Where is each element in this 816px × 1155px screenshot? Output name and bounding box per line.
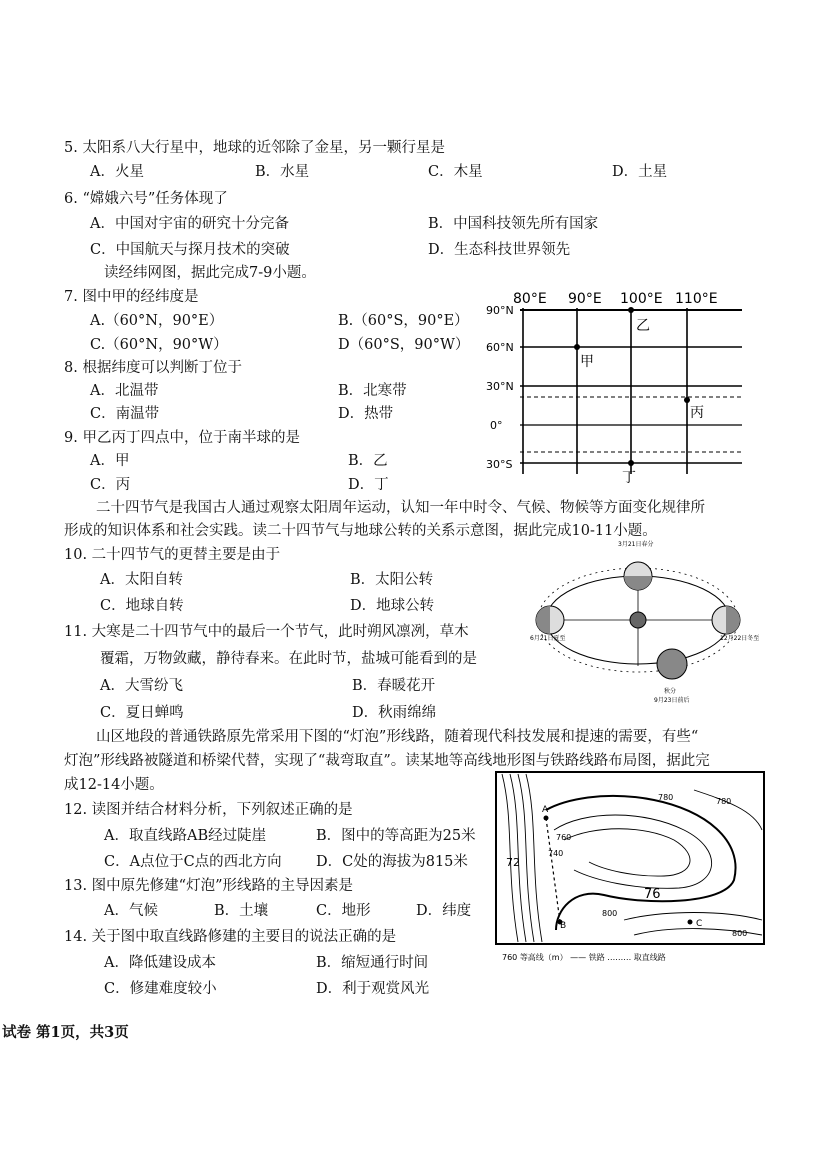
q9-option-b[interactable]: B．乙 (348, 453, 388, 469)
lat-label-0: 0° (490, 419, 503, 432)
solar-terms-orbit-figure (530, 536, 770, 711)
contour-railway-figure (494, 770, 770, 966)
q11-option-b[interactable]: B．春暖花开 (352, 678, 436, 694)
contour-line (518, 774, 534, 942)
q8-option-c[interactable]: C．南温带 (90, 406, 160, 422)
contour-label: 760 (556, 833, 572, 842)
contour-line (624, 913, 762, 921)
q5-option-a[interactable]: A．火星 (90, 164, 144, 180)
orbit-label-summer-solstice: 6月21日夏至 (530, 635, 566, 642)
earth-night-side (536, 606, 550, 634)
q7-option-c[interactable]: C.（60°N，90°W） (90, 337, 228, 353)
point-yi-label: 乙 (636, 318, 650, 334)
q9-option-c[interactable]: C．丙 (90, 477, 131, 493)
q12-option-b[interactable]: B．图中的等高距为25米 (316, 828, 476, 844)
point-b-label: B (560, 921, 567, 931)
orbit-label-winter-solstice: 12月22日冬至 (720, 635, 760, 642)
q13-option-b[interactable]: B．土壤 (214, 903, 269, 919)
orbit-label-spring-equinox: 3月21日春分 (618, 541, 654, 548)
q5-option-c[interactable]: C．木星 (428, 164, 483, 180)
contour-line (526, 774, 542, 942)
intro-10-11-line1: 二十四节气是我国古人通过观察太阳周年运动，认知一年中时令、气候、物候等方面变化规律所 (96, 500, 705, 516)
contour-label: 800 (602, 909, 618, 918)
point-jia-label: 甲 (580, 354, 594, 370)
q11-option-d[interactable]: D．秋雨绵绵 (352, 705, 437, 721)
point-ding (628, 460, 634, 466)
q5-option-b[interactable]: B．水星 (255, 164, 310, 180)
q13-stem: 13. 图中原先修建“灯泡”形线路的主导因素是 (64, 878, 353, 894)
point-yi (628, 307, 634, 313)
lon-label-80e: 80°E (513, 291, 547, 307)
latlon-grid-figure (480, 284, 750, 484)
q6-stem: 6. “嫦娥六号”任务体现了 (64, 191, 228, 207)
q7-option-a[interactable]: A.（60°N，90°E） (90, 313, 224, 329)
lat-label-90n: 90°N (486, 304, 514, 317)
q12-option-d[interactable]: D．C处的海拔为815米 (316, 854, 468, 870)
orbit-label-autumn-date: 9月23日前后 (654, 697, 690, 704)
q11-stem-line2: 覆霜，万物敛藏，静待春来。在此时节，盐城可能看到的是 (100, 651, 477, 667)
intro-10-11-line2: 形成的知识体系和社会实践。读二十四节气与地球公转的关系示意图，据此完成10-11小题。 (64, 523, 657, 539)
q11-option-c[interactable]: C．夏日蝉鸣 (100, 705, 184, 721)
intro-12-14-line3: 成12-14小题。 (64, 777, 164, 793)
q6-option-d[interactable]: D．生态科技世界领先 (428, 242, 571, 258)
contour-label: 76 (644, 887, 661, 902)
q10-stem: 10. 二十四节气的更替主要是由于 (64, 547, 281, 563)
sun-icon (630, 612, 646, 628)
q12-option-c[interactable]: C．A点位于C点的西北方向 (104, 854, 282, 870)
contour-label: 780 (658, 793, 674, 802)
q14-option-c[interactable]: C．修建难度较小 (104, 981, 217, 997)
point-c-label: C (696, 919, 703, 929)
contour-label: 800 (732, 929, 748, 938)
q6-option-c[interactable]: C．中国航天与探月技术的突破 (90, 242, 290, 258)
lon-label-90e: 90°E (568, 291, 602, 307)
q10-option-b[interactable]: B．太阳公转 (350, 572, 434, 588)
contour-line (554, 815, 712, 888)
point-bing-label: 丙 (690, 405, 704, 421)
point-jia (574, 344, 580, 350)
page-footer: 试卷 第1页，共3页 (2, 1024, 129, 1041)
contour-label: 72 (506, 856, 520, 869)
earth-night-side (726, 606, 740, 634)
q9-option-a[interactable]: A．甲 (90, 453, 130, 469)
q13-option-a[interactable]: A．气候 (104, 903, 158, 919)
point-bing (684, 397, 690, 403)
q7-stem: 7. 图中甲的经纬度是 (64, 289, 199, 305)
q14-option-d[interactable]: D．利于观赏风光 (316, 981, 430, 997)
q9-stem: 9. 甲乙丙丁四点中，位于南半球的是 (64, 430, 300, 446)
point-a (544, 816, 549, 821)
q5-option-d[interactable]: D．土星 (612, 164, 668, 180)
earth-night-side (624, 576, 652, 590)
q11-stem-line1: 11. 大寒是二十四节气中的最后一个节气，此时朔风凛冽，草木 (64, 624, 469, 640)
q10-option-c[interactable]: C．地球自转 (100, 598, 184, 614)
point-ding-label: 丁 (622, 470, 636, 484)
q12-option-a[interactable]: A．取直线路AB经过陡崖 (104, 828, 267, 844)
point-c (688, 920, 693, 925)
contour-label: 740 (548, 849, 564, 858)
lon-label-110e: 110°E (675, 291, 718, 307)
q7-option-b[interactable]: B.（60°S，90°E） (338, 313, 469, 329)
map-legend: 760 等高线（m） —— 铁路 ……… 取直线路 (502, 953, 666, 962)
q5-stem: 5. 太阳系八大行星中，地球的近邻除了金星，另一颗行星是 (64, 140, 445, 156)
earth-autumn-equinox (657, 649, 687, 679)
q14-option-a[interactable]: A．降低建设成本 (104, 955, 216, 971)
q14-stem: 14. 关于图中取直线路修建的主要目的说法正确的是 (64, 929, 397, 945)
q7-option-d[interactable]: D（60°S，90°W） (338, 337, 470, 353)
intro-12-14-line2: 灯泡”形线路被隧道和桥梁代替，实现了“裁弯取直”。读某地等高线地形图与铁路线路布局图，据此完 (64, 753, 710, 769)
q14-option-b[interactable]: B．缩短通行时间 (316, 955, 429, 971)
q10-option-a[interactable]: A．太阳自转 (100, 572, 183, 588)
q9-option-d[interactable]: D．丁 (348, 477, 389, 493)
contour-label: 780 (716, 797, 732, 806)
q6-option-b[interactable]: B．中国科技领先所有国家 (428, 216, 599, 232)
lat-label-60n: 60°N (486, 341, 514, 354)
contour-line (694, 790, 762, 830)
q13-option-d[interactable]: D．纬度 (416, 903, 472, 919)
q10-option-d[interactable]: D．地球公转 (350, 598, 435, 614)
q6-option-a[interactable]: A．中国对宇宙的研究十分完备 (90, 216, 289, 232)
q8-option-d[interactable]: D．热带 (338, 406, 394, 422)
q8-option-b[interactable]: B．北寒带 (338, 383, 407, 399)
q11-option-a[interactable]: A．大雪纷飞 (100, 678, 183, 694)
lon-label-100e: 100°E (620, 291, 663, 307)
contour-line (564, 829, 690, 876)
q8-stem: 8. 根据纬度可以判断丁位于 (64, 360, 242, 376)
q12-stem: 12. 读图并结合材料分析，下列叙述正确的是 (64, 802, 353, 818)
lat-label-30s: 30°S (486, 458, 513, 471)
orbit-label-autumn: 秋分 (664, 688, 677, 695)
point-a-label: A (542, 805, 549, 815)
q13-option-c[interactable]: C．地形 (316, 903, 371, 919)
railway-loop (546, 796, 736, 930)
lat-label-30n: 30°N (486, 380, 514, 393)
intro-12-14-line1: 山区地段的普通铁路原先常采用下图的“灯泡”形线路，随着现代科技发展和提速的需要，有些“ (96, 729, 699, 745)
intro-7-9: 读经纬网图，据此完成7-9小题。 (104, 265, 316, 281)
q8-option-a[interactable]: A．北温带 (90, 383, 159, 399)
